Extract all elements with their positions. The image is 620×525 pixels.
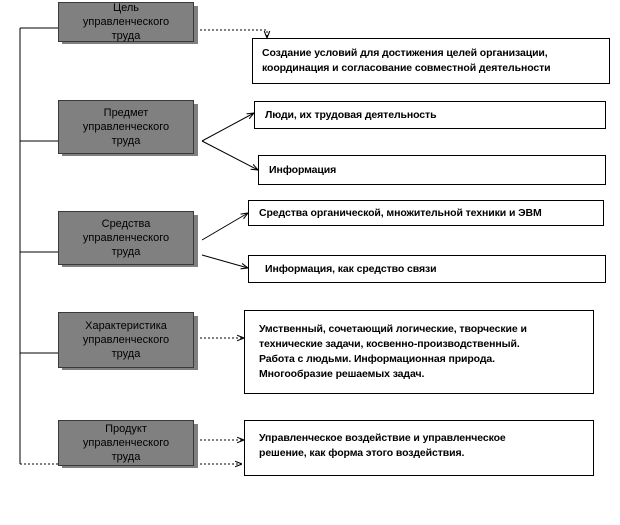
connector-subject-people bbox=[202, 113, 254, 141]
description-product bbox=[244, 420, 594, 476]
description-means-technics-text: Средства органической, множительной техники и ЭВМ bbox=[259, 206, 542, 219]
category-goal: Цель управленческого труда bbox=[58, 2, 194, 42]
description-product-text: Управленческое воздействие и управленческое решение, как форма этого воздействия. bbox=[259, 432, 506, 459]
description-subject-people-text: Люди, их трудовая деятельность bbox=[265, 108, 437, 121]
connector-means-technics bbox=[202, 213, 248, 240]
connector-subject-information bbox=[202, 141, 258, 170]
description-means-communication bbox=[248, 255, 606, 283]
description-characteristics-text: Умственный, сочетающий логические, творческие и технические задачи, косвенно-производственный. Работа с людьми. Информационная природа. Многообразие решаемых задач. bbox=[259, 323, 527, 380]
connector-goal bbox=[196, 30, 267, 38]
description-subject-people bbox=[254, 101, 606, 129]
connector-means-communication bbox=[202, 255, 248, 268]
description-means-technics bbox=[248, 200, 604, 226]
category-subject: Предмет управленческого труда bbox=[58, 100, 194, 154]
description-goal-text: Создание условий для достижения целей организации, координация и согласование совместной деятельности bbox=[262, 47, 551, 74]
category-means: Средства управленческого труда bbox=[58, 211, 194, 265]
description-subject-information-text: Информация bbox=[269, 163, 337, 176]
category-characteristics: Характеристика управленческого труда bbox=[58, 312, 194, 368]
category-product: Продукт управленческого труда bbox=[58, 420, 194, 466]
description-characteristics bbox=[244, 310, 594, 394]
description-goal bbox=[252, 38, 610, 84]
description-means-communication-text: Информация, как средство связи bbox=[265, 262, 437, 275]
description-subject-information bbox=[258, 155, 606, 185]
